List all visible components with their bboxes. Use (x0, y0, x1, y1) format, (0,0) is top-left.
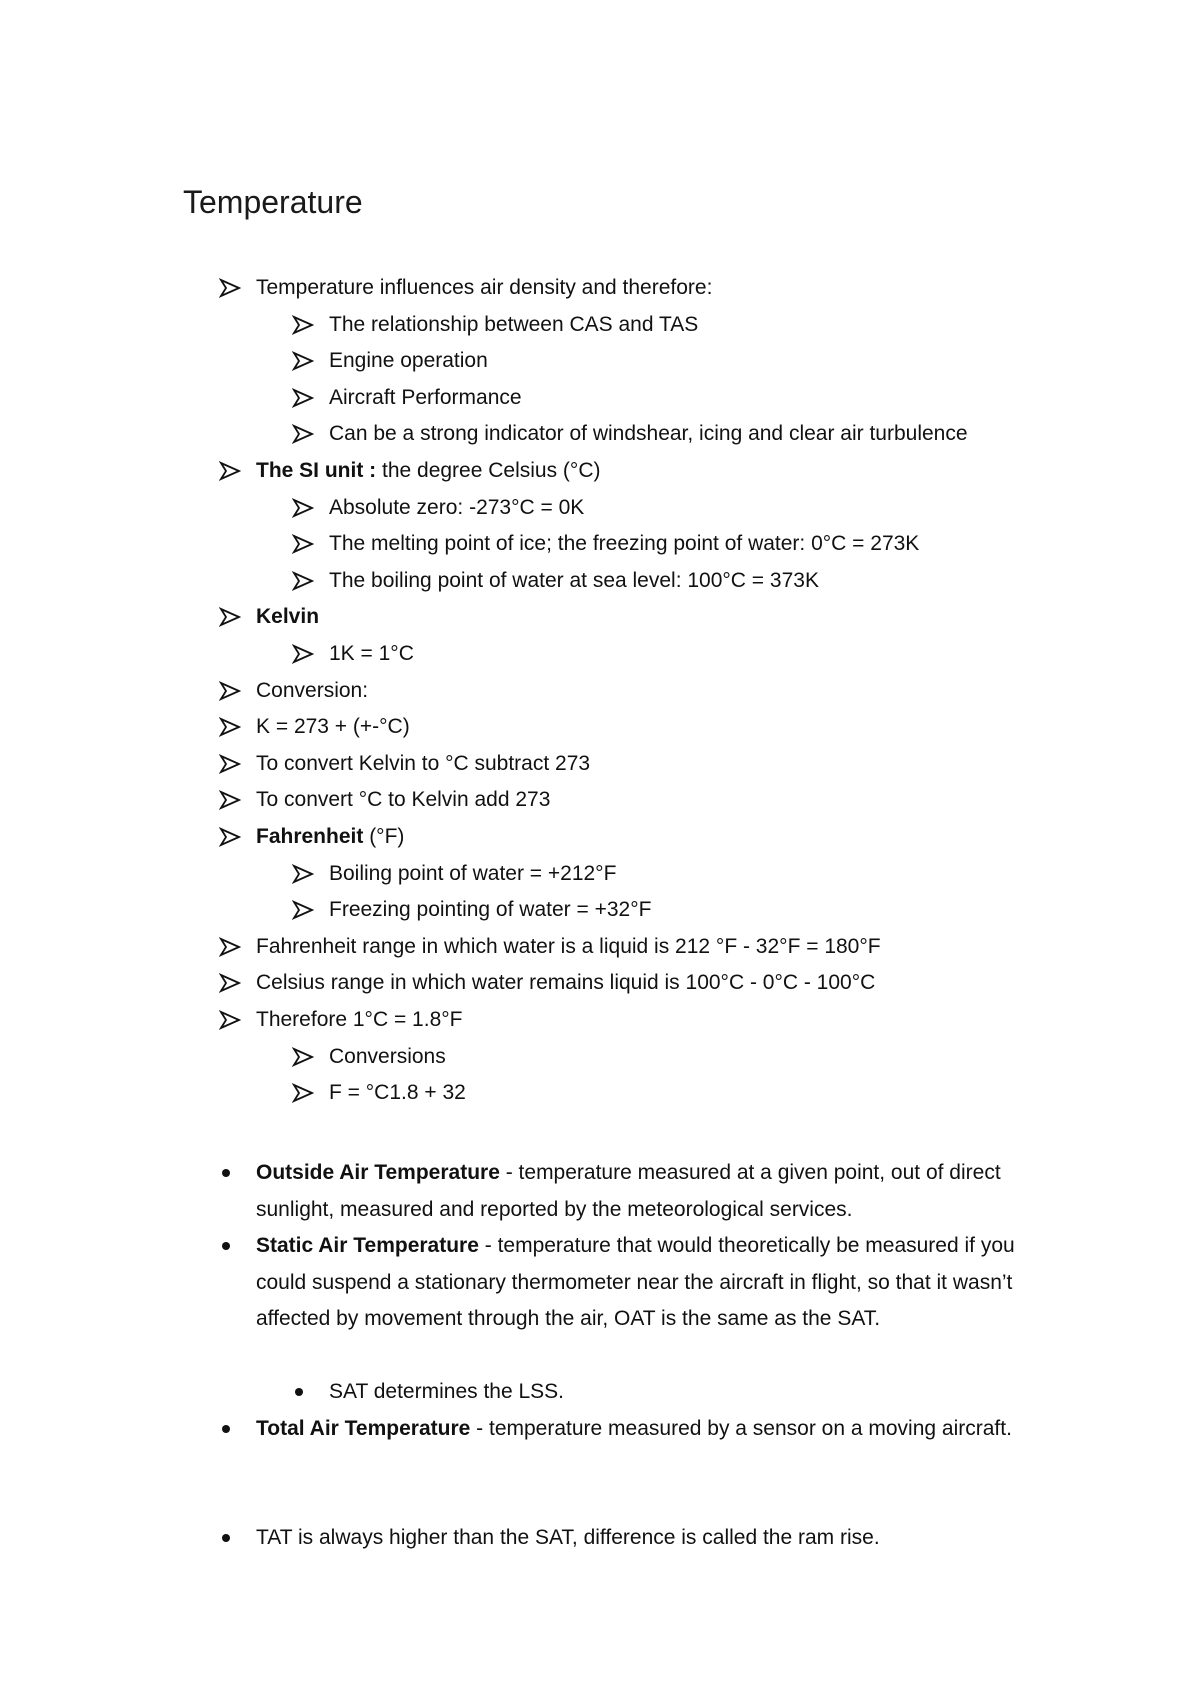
item-body: Temperature influences air density and therefore: (256, 276, 713, 299)
arrow-bullet-icon (292, 643, 314, 665)
list-item-text (256, 929, 881, 965)
item-body: Celsius range in which water remains liquid is 100°C - 0°C - 100°C (256, 971, 876, 995)
list-item-text (329, 892, 651, 928)
list-item (0, 636, 1100, 672)
list-item-text (256, 270, 712, 306)
list-item-text (329, 563, 819, 599)
item-body: Fahrenheit range in which water is a liquid is 212 °F - 32°F = 180°F (256, 934, 881, 958)
arrow-bullet-icon (219, 789, 241, 811)
arrow-bullet-icon (219, 680, 241, 702)
list-item-text (256, 709, 410, 745)
bullet-body: SAT determines the LSS. (329, 1380, 565, 1403)
list-item (0, 343, 1100, 379)
bullet-text (256, 1228, 1036, 1338)
item-bold-term: Fahrenheit (256, 825, 364, 848)
list-item (0, 819, 1100, 855)
list-item (0, 416, 1100, 452)
arrow-bullet-icon (219, 1009, 241, 1031)
item-body: K = 273 + (+-°C) (256, 715, 410, 739)
item-body: Conversions (329, 1044, 446, 1068)
arrow-bullet-icon (219, 753, 241, 775)
arrow-bullet-icon (292, 497, 314, 519)
item-body: Engine operation (329, 349, 488, 373)
list-item-text (256, 746, 590, 782)
list-item (0, 746, 1100, 782)
list-item-text (329, 856, 616, 892)
list-item (0, 453, 1100, 489)
item-body: F = °C1.8 + 32 (329, 1081, 466, 1105)
arrow-bullet-icon (292, 387, 314, 409)
list-item-text (256, 1002, 462, 1038)
bullet-text (256, 1520, 1036, 1557)
item-bold-term: The SI unit : (256, 459, 377, 482)
list-item-text (329, 380, 522, 416)
item-body: The relationship between CAS and TAS (329, 312, 699, 336)
list-item (0, 709, 1100, 745)
item-body: The melting point of ice; the freezing point of water: 0°C = 273K (329, 532, 920, 556)
item-body: 1K = 1°C (329, 642, 414, 665)
item-body: Can be a strong indicator of windshear, icing and clear air turbulence (329, 422, 968, 446)
list-item (0, 1039, 1100, 1075)
list-item (0, 270, 1100, 306)
bullet-dot-icon (222, 1242, 230, 1250)
item-body: Absolute zero: -273°C = 0K (329, 495, 585, 519)
item-body: Aircraft Performance (329, 385, 522, 409)
list-item (0, 307, 1100, 343)
bullet-bold-term: Static Air Temperature (256, 1234, 479, 1257)
arrow-bullet-icon (219, 277, 241, 299)
list-item-text (329, 416, 968, 452)
list-item (0, 929, 1100, 965)
bullet-text (256, 1411, 1036, 1448)
list-item-text (329, 1075, 466, 1111)
arrow-bullet-icon (219, 606, 241, 628)
list-item (0, 380, 1100, 416)
bullet-text (329, 1374, 1109, 1411)
arrow-bullet-icon (292, 1046, 314, 1068)
list-item-text (256, 819, 404, 855)
arrow-bullet-icon (292, 423, 314, 445)
bullet-text (256, 1155, 1036, 1228)
item-body: the degree Celsius (°C) (376, 459, 601, 482)
list-item (0, 563, 1100, 599)
bullet-dot-icon (295, 1388, 303, 1396)
bullet-body: - temperature measured by a sensor on a moving aircraft. (470, 1417, 1012, 1440)
bullet-body: TAT is always higher than the SAT, difference is called the ram rise. (256, 1526, 880, 1549)
arrow-bullet-icon (292, 570, 314, 592)
list-item (0, 490, 1100, 526)
list-item (0, 599, 1100, 635)
bullet-dot-icon (222, 1534, 230, 1542)
list-item-text (329, 343, 488, 379)
bullet-body: - temperature measured at a given point, out of direct sunlight, measured and reported by the meteorological services. (256, 1161, 1001, 1221)
bullet-body: - temperature that would theoretically be measured if you could suspend a stationary thermometer near the aircraft in flight, so that it wasn’t affected by movement through the air, OAT is the same as the SAT. (256, 1234, 1015, 1330)
item-body: Therefore 1°C = 1.8°F (256, 1008, 463, 1031)
arrow-bullet-icon (292, 350, 314, 372)
item-body: Boiling point of water = +212°F (329, 861, 617, 885)
list-item-text (256, 453, 600, 489)
list-item-text (329, 526, 919, 562)
item-body: Freezing pointing of water = +32°F (329, 898, 652, 922)
item-body: To convert °C to Kelvin add 273 (256, 788, 551, 812)
arrow-bullet-icon (219, 826, 241, 848)
bullet-dot-icon (222, 1169, 230, 1177)
arrow-bullet-icon (219, 716, 241, 738)
list-item (0, 856, 1100, 892)
arrow-bullet-icon (292, 533, 314, 555)
arrow-bullet-icon (292, 899, 314, 921)
item-body: (°F) (363, 825, 405, 848)
item-body: To convert Kelvin to °C subtract 273 (256, 751, 591, 775)
item-bold-term: Kelvin (256, 605, 320, 629)
arrow-bullet-icon (292, 1082, 314, 1104)
arrow-bullet-icon (219, 936, 241, 958)
list-item-text (256, 965, 875, 1001)
arrow-bullet-icon (219, 460, 241, 482)
bullet-dot-icon (222, 1425, 230, 1433)
list-item (0, 892, 1100, 928)
arrow-bullet-icon (292, 314, 314, 336)
list-item (0, 965, 1100, 1001)
bullet-bold-term: Outside Air Temperature (256, 1161, 500, 1184)
arrow-bullet-icon (292, 863, 314, 885)
list-item-text (329, 1039, 446, 1075)
list-item-text (256, 673, 368, 709)
list-item (0, 1075, 1100, 1111)
list-item-text (329, 490, 584, 526)
list-item (0, 1002, 1100, 1038)
arrow-bullet-icon (219, 972, 241, 994)
list-item (0, 526, 1100, 562)
list-item (0, 673, 1100, 709)
item-body: The boiling point of water at sea level: 100°C = 373K (329, 568, 819, 592)
list-item (0, 782, 1100, 818)
list-item-text (329, 307, 698, 343)
list-item-text (256, 782, 550, 818)
list-item-text (256, 599, 319, 635)
bullet-bold-term: Total Air Temperature (256, 1417, 471, 1440)
page-title: Temperature (183, 184, 363, 220)
list-item-text (329, 636, 414, 672)
item-body: Conversion: (256, 678, 369, 702)
